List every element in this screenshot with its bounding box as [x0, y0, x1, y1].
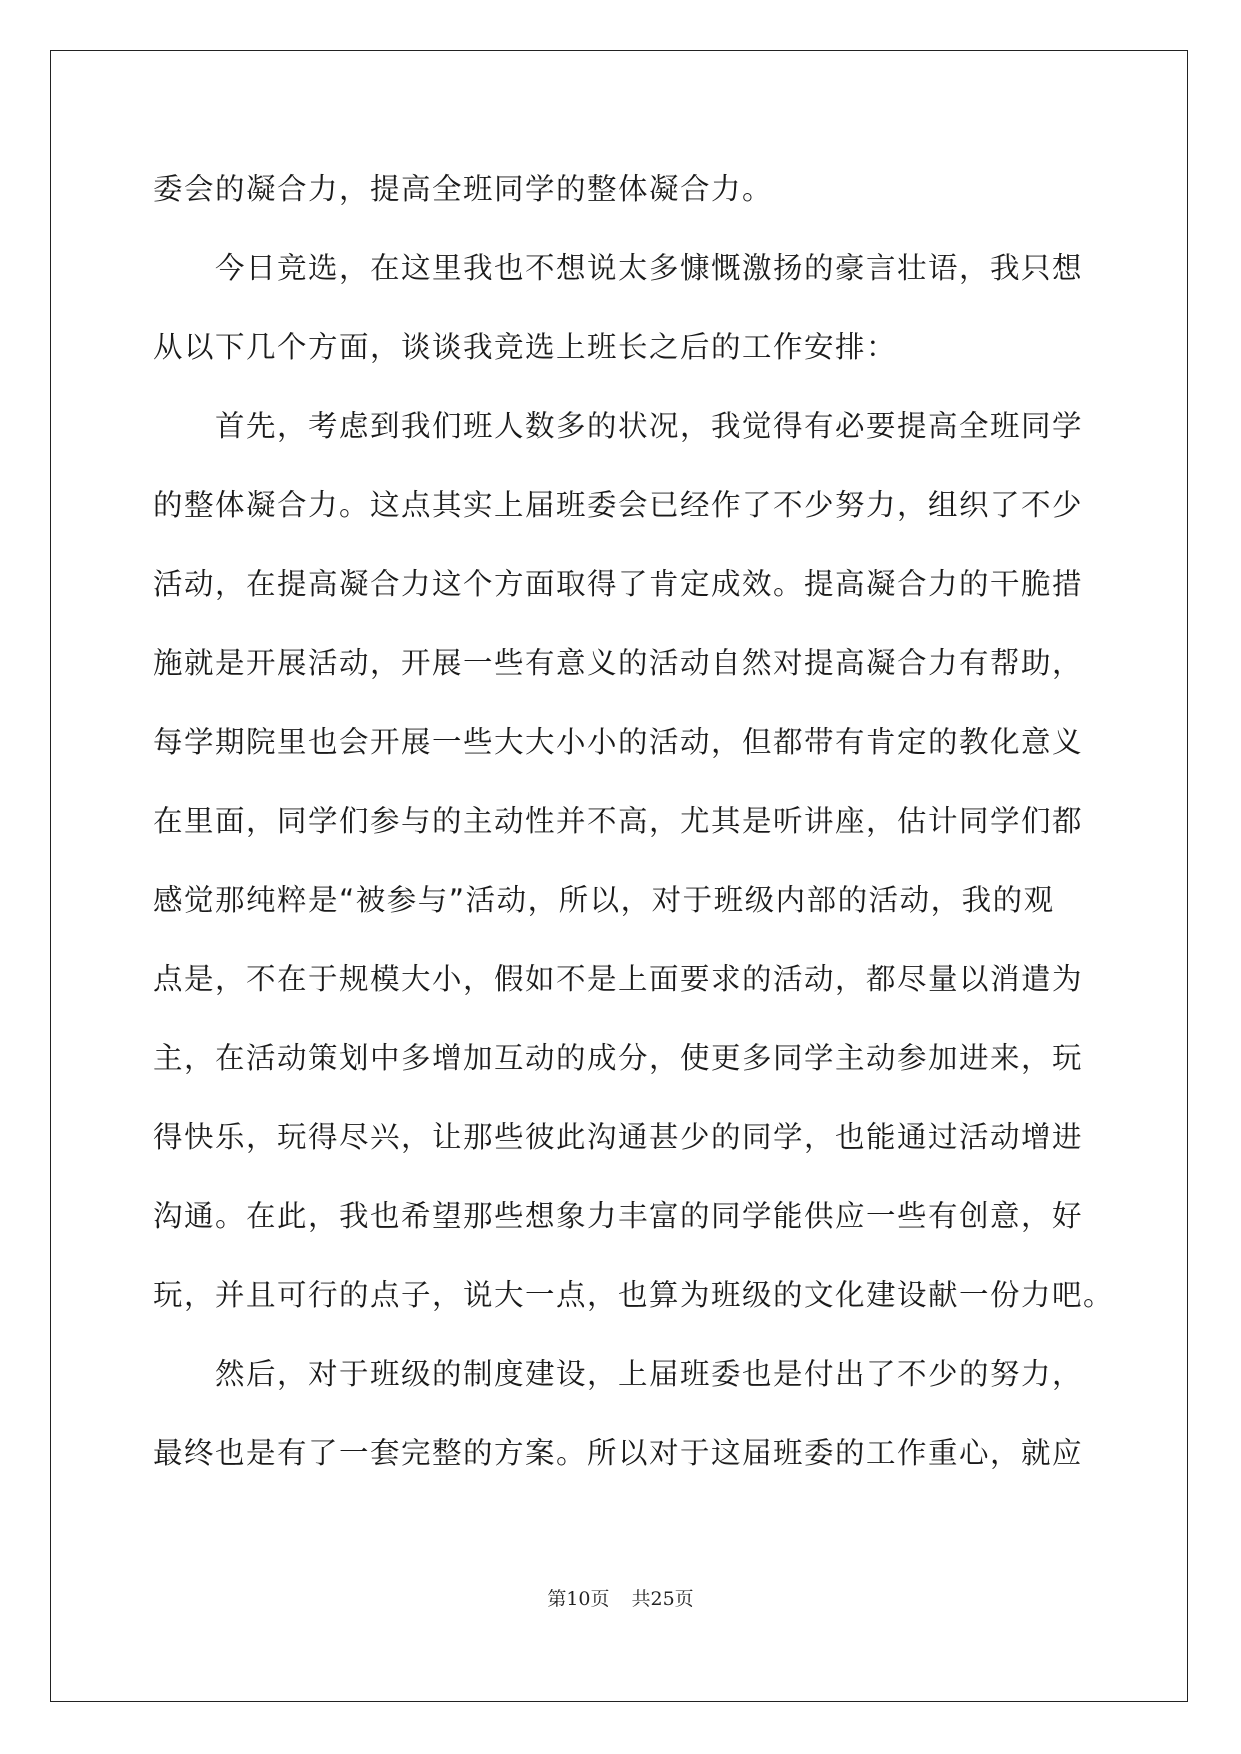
text-line: 今日竞选，在这里我也不想说太多慷慨激扬的豪言壮语，我只想 [215, 251, 1084, 285]
text-line: 活动，在提高凝合力这个方面取得了肯定成效。提高凝合力的干脆措 [153, 567, 1084, 601]
text-line: 沟通。在此，我也希望那些想象力丰富的同学能供应一些有创意，好 [153, 1199, 1084, 1233]
text-line: 每学期院里也会开展一些大大小小的活动，但都带有肯定的教化意义 [153, 725, 1084, 759]
text-line: 最终也是有了一套完整的方案。所以对于这届班委的工作重心，就应 [153, 1436, 1084, 1470]
text-line: 然后，对于班级的制度建设，上届班委也是付出了不少的努力， [215, 1357, 1084, 1391]
text-line: 的整体凝合力。这点其实上届班委会已经作了不少努力，组织了不少 [153, 488, 1084, 522]
text-line: 首先，考虑到我们班人数多的状况，我觉得有必要提高全班同学 [215, 409, 1084, 443]
text-line: 在里面，同学们参与的主动性并不高，尤其是听讲座，估计同学们都 [153, 804, 1084, 838]
text-line: 得快乐，玩得尽兴，让那些彼此沟通甚少的同学，也能通过活动增进 [153, 1120, 1084, 1154]
text-line: 施就是开展活动，开展一些有意义的活动自然对提高凝合力有帮助， [153, 646, 1084, 680]
page-footer [0, 1584, 1241, 1611]
text-line: 玩，并且可行的点子，说大一点，也算为班级的文化建设献一份力吧。 [153, 1278, 1115, 1312]
text-line: 主，在活动策划中多增加互动的成分，使更多同学主动参加进来，玩 [153, 1041, 1084, 1075]
text-line: 感觉那纯粹是“被参与”活动，所以，对于班级内部的活动，我的观 [153, 883, 1055, 917]
page-number: 第10页 [547, 1588, 610, 1610]
text-line: 委会的凝合力，提高全班同学的整体凝合力。 [153, 172, 774, 206]
text-line: 点是，不在于规模大小，假如不是上面要求的活动，都尽量以消遣为 [153, 962, 1084, 996]
document-body [153, 150, 1115, 1493]
page-total: 共25页 [631, 1588, 694, 1610]
text-line: 从以下几个方面，谈谈我竞选上班长之后的工作安排： [153, 330, 898, 364]
